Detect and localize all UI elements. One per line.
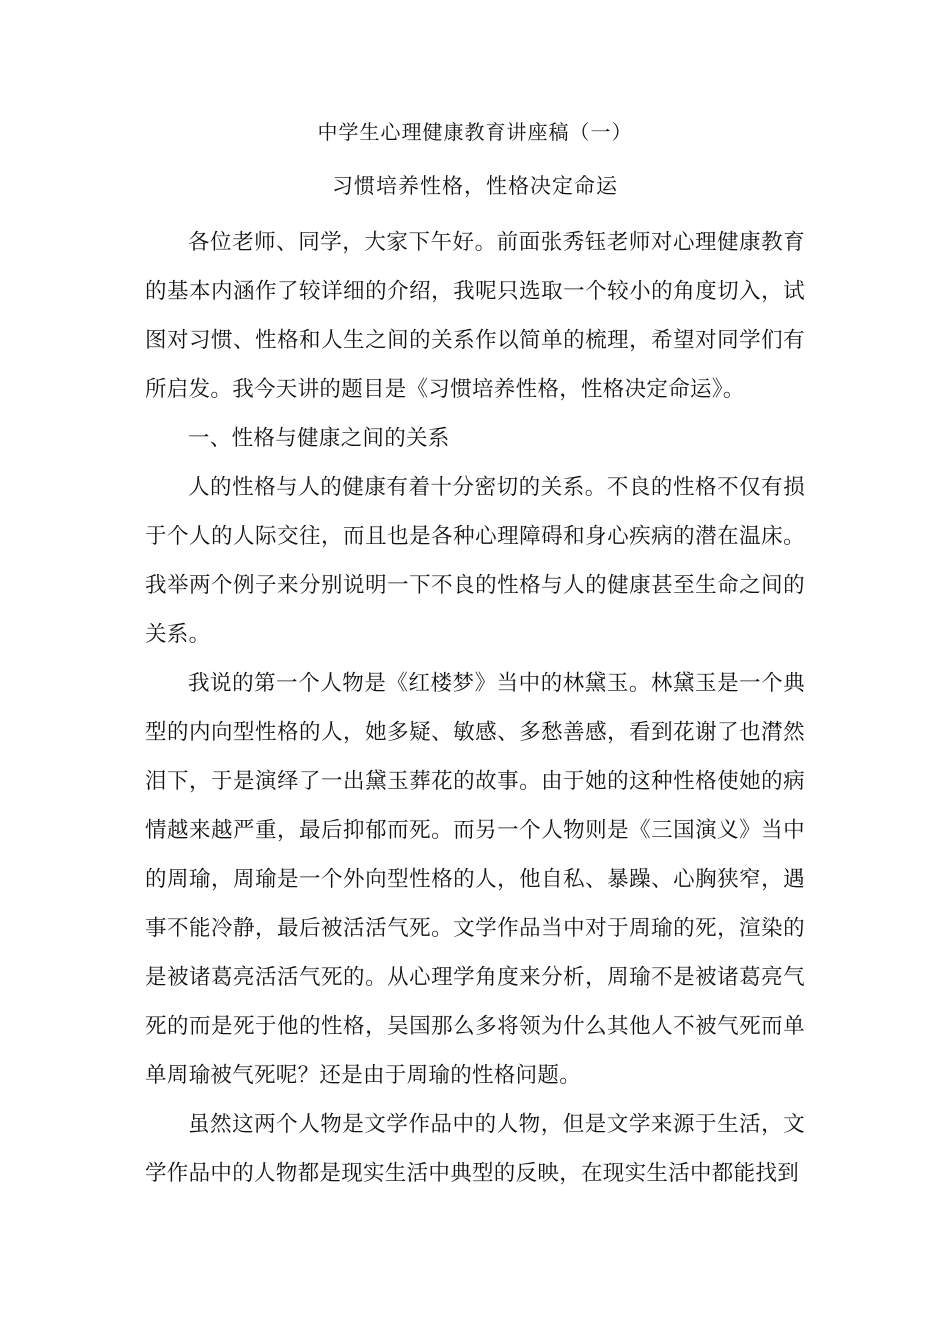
paragraph-literature: 虽然这两个人物是文学作品中的人物，但是文学来源于生活，文学作品中的人物都是现实生活中典型的反映，在现实生活中都能找到 — [145, 1112, 805, 1186]
paragraph-examples: 我说的第一个人物是《红楼梦》当中的林黛玉。林黛玉是一个典型的内向型性格的人，她多疑、敏感、多愁善感，看到花谢了也潸然泪下，于是演绎了一出黛玉葬花的故事。由于她的这种性格使她的病情越来越严重，最后抑郁而死。而另一个人物则是《三国演义》当中的周瑜，周瑜是一个外向型性格的人，他自私、暴躁、心胸狭窄，遇事不能冷静，最后被活活气死。文学作品当中对于周瑜的死，渲染的是被诸葛亮活活气死的。从心理学角度来分析，周瑜不是被诸葛亮气死的而是死于他的性格，吴国那么多将领为什么其他人不被气死而单单周瑜被气死呢？还是由于周瑜的性格问题。 — [145, 671, 805, 1088]
document-page — [145, 0, 805, 1344]
paragraph-personality-health: 人的性格与人的健康有着十分密切的关系。不良的性格不仅有损于个人的人际交往，而且也是各种心理障碍和身心疾病的潜在温床。我举两个例子来分别说明一下不良的性格与人的健康甚至生命之间的关系。 — [145, 475, 805, 647]
document-body — [145, 218, 805, 1198]
paragraph-intro: 各位老师、同学，大家下午好。前面张秀钰老师对心理健康教育的基本内涵作了较详细的介绍，我呢只选取一个较小的角度切入，试图对习惯、性格和人生之间的关系作以简单的梳理，希望对同学们有所启发。我今天讲的题目是《习惯培养性格，性格决定命运》。 — [145, 230, 805, 402]
section-heading: 一、性格与健康之间的关系 — [188, 426, 450, 451]
page-subtitle: 习惯培养性格，性格决定命运 — [332, 174, 618, 198]
page-title: 中学生心理健康教育讲座稿（一） — [317, 120, 633, 144]
